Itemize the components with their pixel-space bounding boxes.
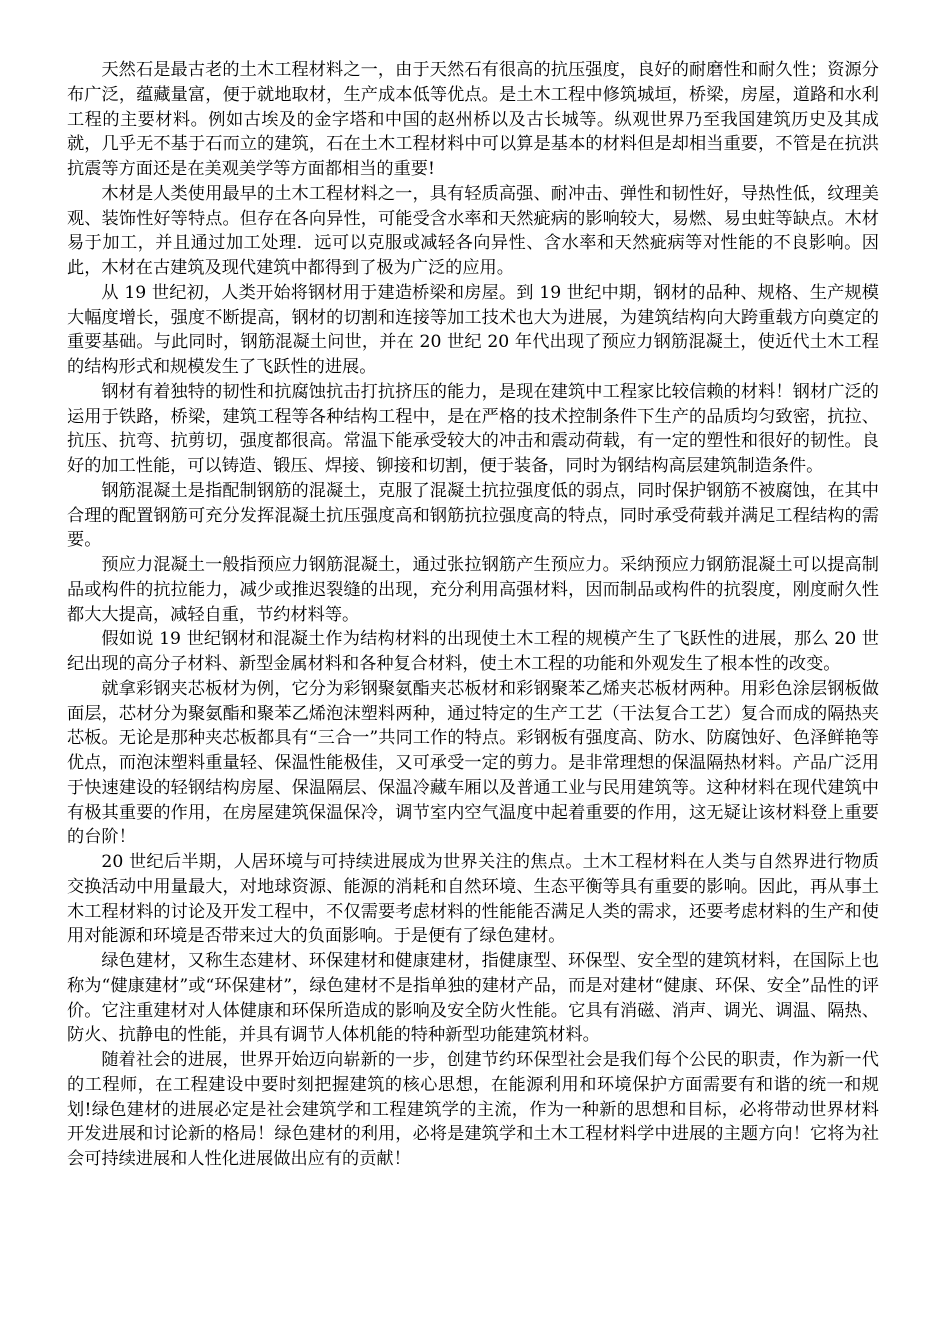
paragraph-sandwich-panel: 就拿彩钢夹芯板材为例，它分为彩钢聚氨酯夹芯板材和彩钢聚苯乙烯夹芯板材两种。用彩色涂层钢板做面层，芯材分为聚氨酯和聚苯乙烯泡沫塑料两种，通过特定的生产工艺（干法复合工艺）复合而成的隔热夹芯板。无论是那种夹芯板都具有“三合一”共同工作的特点。彩钢板有强度高、防水、防腐蚀好、色泽鲜艳等优点，而泡沫塑料重量轻、保温性能极佳，又可承受一定的剪力。是非常理想的保温隔热材料。产品广泛用于快速建设的轻钢结构房屋、保温隔层、保温冷藏车厢以及普通工业与民用建筑等。这种材料在现代建筑中有极其重要的作用，在房屋建筑保温保冷，调节室内空气温度中起着重要的作用，这无疑让该材料登上重要的台阶！ <box>67 678 879 848</box>
paragraph-reinforced-concrete: 钢筋混凝土是指配制钢筋的混凝土，克服了混凝土抗拉强度低的弱点，同时保护钢筋不被腐蚀，在其中合理的配置钢筋可充分发挥混凝土抗压强度高和钢筋抗拉强度高的特点，同时承受荷载并满足工程结构的需要。 <box>67 480 879 551</box>
paragraph-20th-century-materials: 假如说 19 世纪钢材和混凝土作为结构材料的出现使土木工程的规模产生了飞跃性的进展，那么 20 世纪出现的高分子材料、新型金属材料和各种复合材料，使土木工程的功能和外观发生了根本性的改变。 <box>67 629 879 674</box>
paragraph-steel-properties: 钢材有着独特的韧性和抗腐蚀抗击打抗挤压的能力，是现在建筑中工程家比较信赖的材料！钢材广泛的运用于铁路，桥梁，建筑工程等各种结构工程中，是在严格的技术控制条件下生产的品质均匀致密，抗拉、抗压、抗弯、抗剪切，强度都很高。常温下能承受较大的冲击和震动荷载，有一定的塑性和很好的韧性。良好的加工性能，可以铸造、锻压、焊接、铆接和切割，便于装备，同时为钢结构高层建筑制造条件。 <box>67 381 879 476</box>
paragraph-prestressed-concrete: 预应力混凝土一般指预应力钢筋混凝土，通过张拉钢筋产生预应力。采纳预应力钢筋混凝土可以提高制品或构件的抗拉能力，减少或推迟裂缝的出现，充分利用高强材料，因而制品或构件的抗裂度，刚度耐久性都大大提高，减轻自重，节约材料等。 <box>67 555 879 625</box>
paragraph-natural-stone: 天然石是最古老的土木工程材料之一，由于天然石有很高的抗压强度，良好的耐磨性和耐久性；资源分布广泛，蕴藏量富，便于就地取材，生产成本低等优点。是土木工程中修筑城垣，桥梁，房屋，道路和水利工程的主要材料。例如古埃及的金字塔和中国的赵州桥以及古长城等。纵观世界乃至我国建筑历史及其成就，几乎无不基于石而立的建筑，石在土木工程材料中可以算是基本的材料但是却相当重要，不管是在抗洪抗震等方面还是在美观美学等方面都相当的重要! <box>67 60 879 179</box>
paragraph-sustainability: 20 世纪后半期，人居环境与可持续进展成为世界关注的焦点。土木工程材料在人类与自然界进行物质交换活动中用量最大，对地球资源、能源的消耗和自然环境、生态平衡等具有重要的影响。因此，再从事土木工程材料的讨论及开发工程中，不仅需要考虑材料的性能能否满足人类的需求，还要考虑材料的生产和使用对能源和环境是否带来过大的负面影响。于是便有了绿色建材。 <box>67 852 879 947</box>
document-body <box>67 58 879 1172</box>
paragraph-wood: 木材是人类使用最早的土木工程材料之一，具有轻质高强、耐冲击、弹性和韧性好，导热性低，纹理美观、装饰性好等特点。但存在各向异性，可能受含水率和天然疵病的影响较大，易燃、易虫蛀等缺点。木材易于加工，并且通过加工处理．远可以克服或减轻各向异性、含水率和天然疵病等对性能的不良影响。因此，木材在古建筑及现代建筑中都得到了极为广泛的应用。 <box>67 183 879 278</box>
paragraph-steel-history: 从 19 世纪初，人类开始将钢材用于建造桥梁和房屋。到 19 世纪中期，钢材的品种、规格、生产规模大幅度增长，强度不断提高，钢材的切割和连接等加工技术也大为进展，为建筑结构向大跨重载方向奠定的重要基础。与此同时，钢筋混凝土问世，并在 20 世纪 20 年代出现了预应力钢筋混凝土，使近代土木工程的结构形式和规模发生了飞跃性的进展。 <box>67 282 879 377</box>
paragraph-conclusion: 随着社会的进展，世界开始迈向崭新的一步，创建节约环保型社会是我们每个公民的职责，作为新一代的工程师，在工程建设中要时刻把握建筑的核心思想，在能源利用和环境保护方面需要有和谐的统一和规划!绿色建材的进展必定是社会建筑学和工程建筑学的主流，作为一种新的思想和目标，必将带动世界材料开发进展和讨论新的格局！绿色建材的利用，必将是建筑学和土木工程材料学中进展的主题方向！它将为社会可持续进展和人性化进展做出应有的贡献！ <box>67 1050 879 1169</box>
paragraph-green-materials: 绿色建材，又称生态建材、环保建材和健康建材，指健康型、环保型、安全型的建筑材料，在国际上也称为“健康建材”或“环保建材”，绿色建材不是指单独的建材产品，而是对建材“健康、环保、安全”品性的评价。它注重建材对人体健康和环保所造成的影响及安全防火性能。它具有消磁、消声、调光、调温、隔热、防火、抗静电的性能，并具有调节人体机能的特种新型功能建筑材料。 <box>67 951 879 1046</box>
